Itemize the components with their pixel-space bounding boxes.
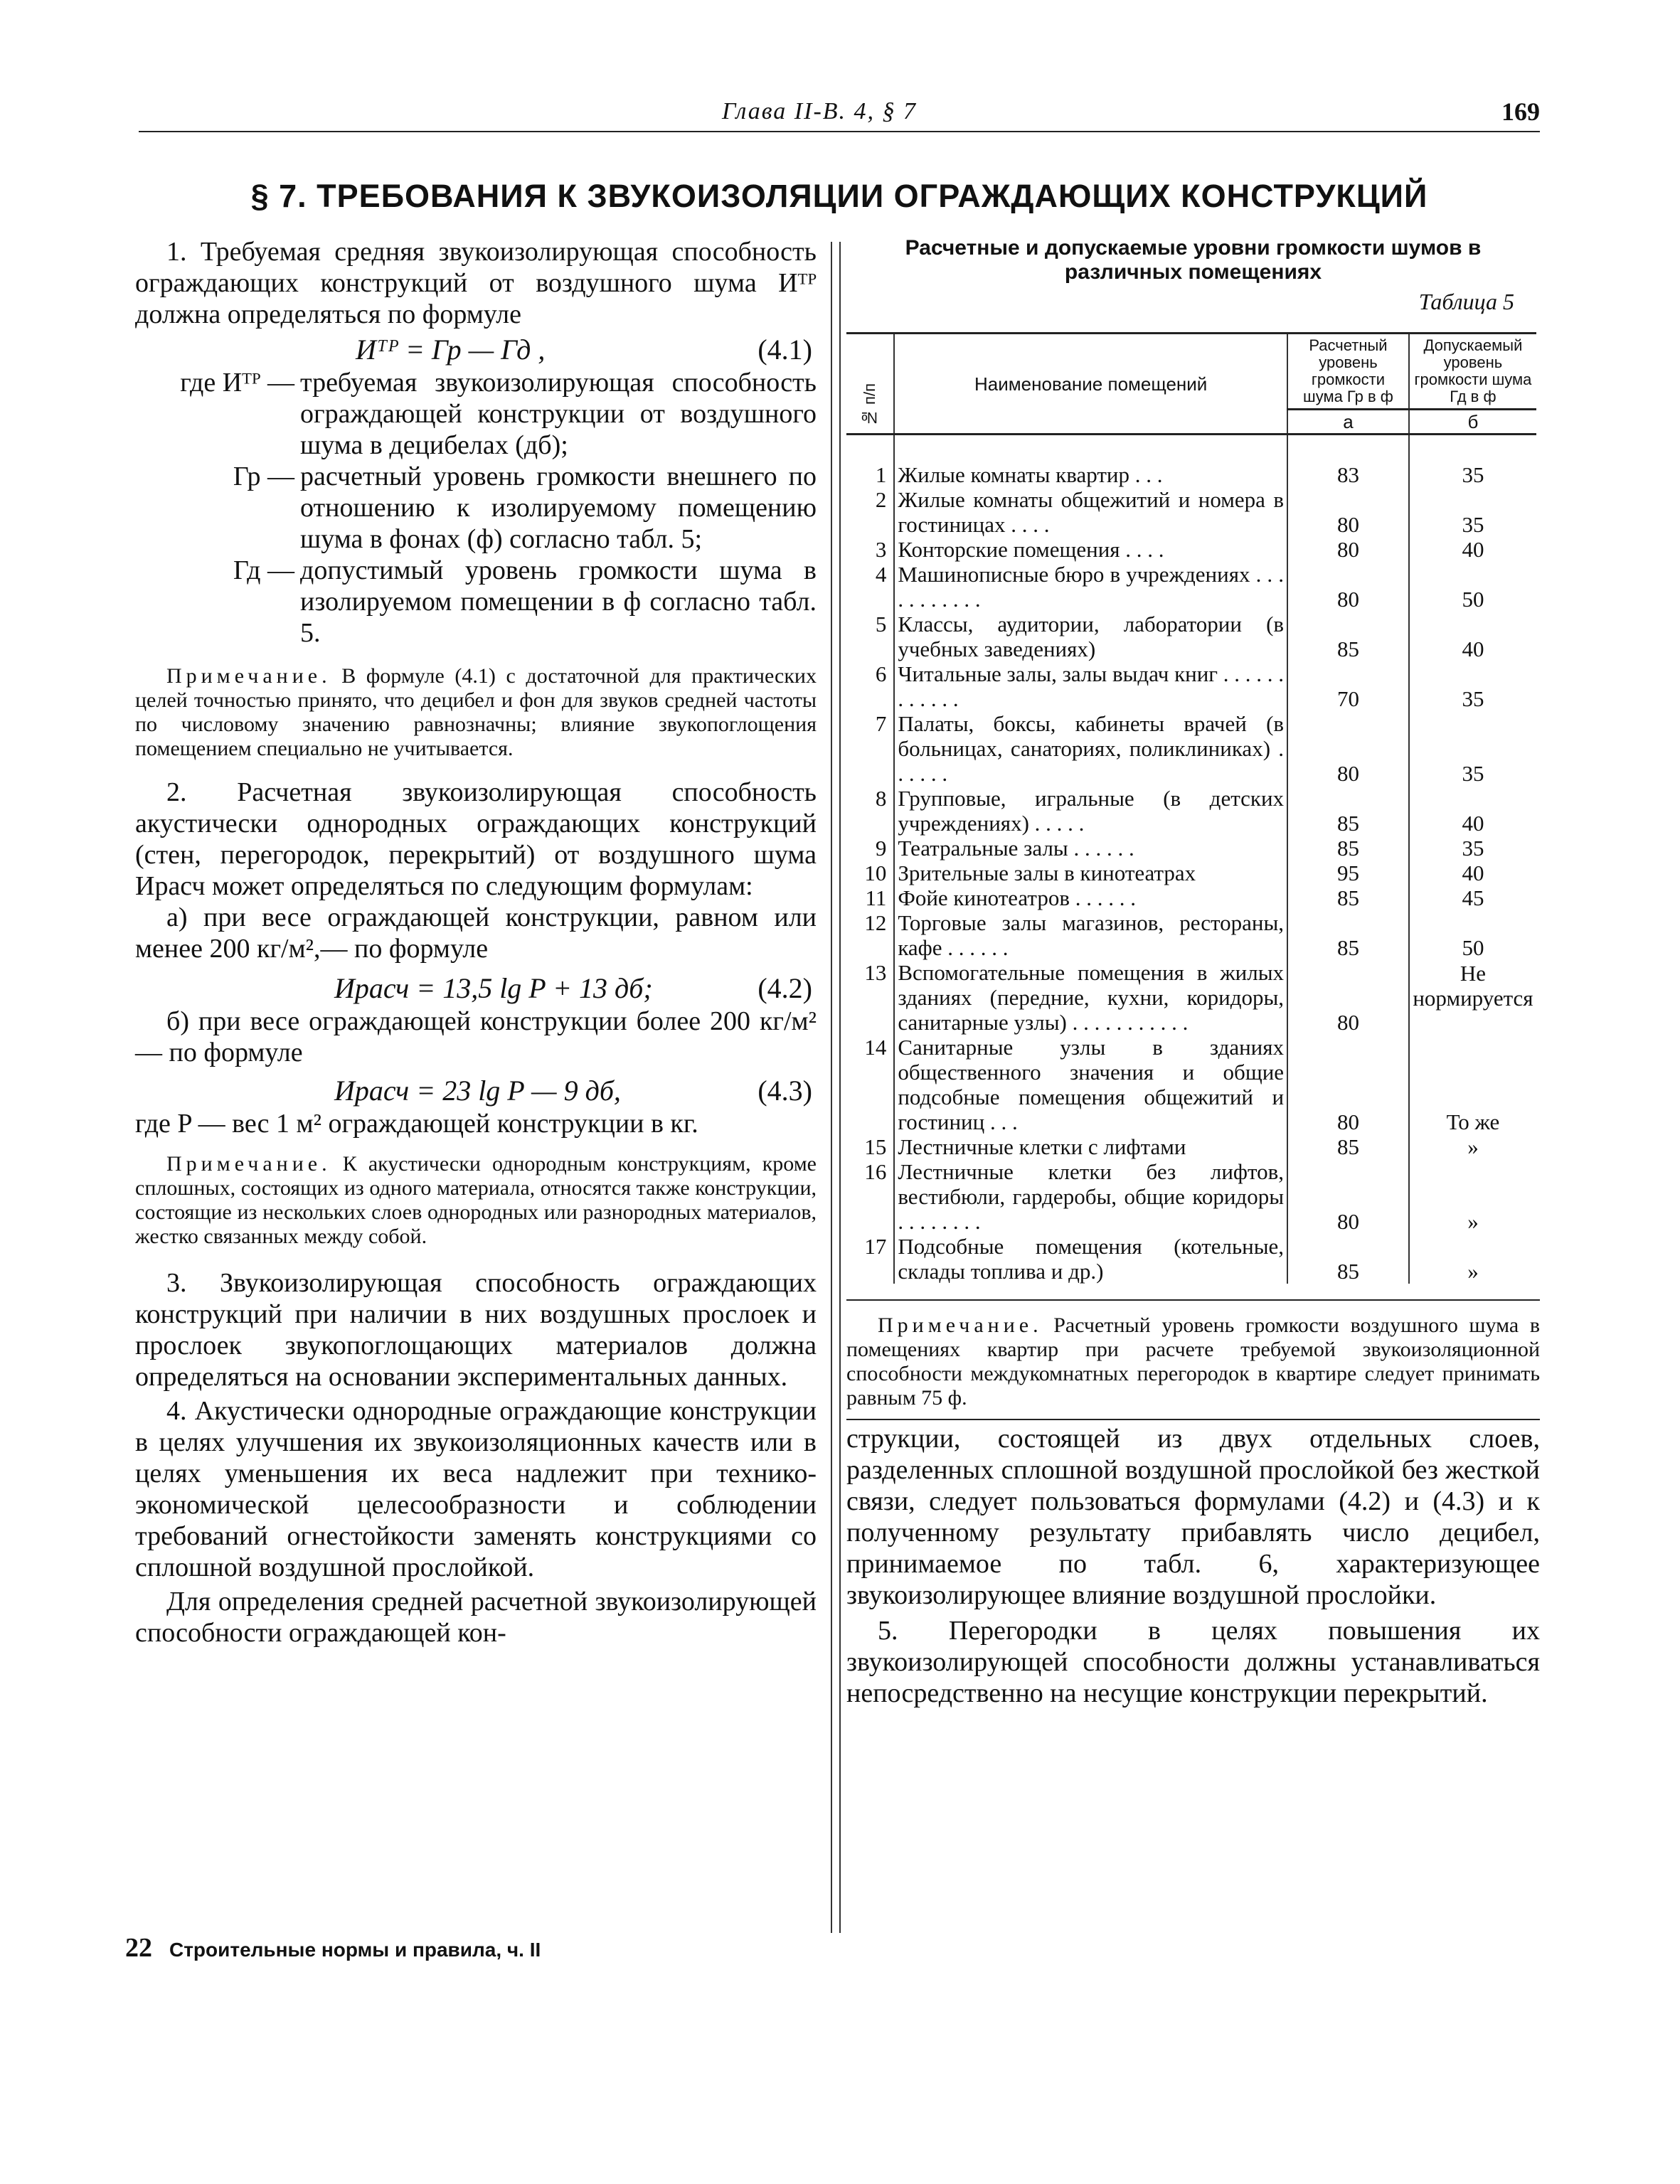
level-b: 35 [1462,686,1484,711]
note-2 [135,1152,817,1249]
paragraph-5-partitions: 5. Перегородки в целях повышения их звукоизолирующей способности должны устанавливаться непосредственно на несущие конструкции перекрытий. [846,1616,1540,1708]
room-name: Конторские помещения . . . . [894,537,1287,562]
noise-levels-table [846,332,1536,1284]
row-number: 1 [846,435,894,488]
table-row [846,661,1536,711]
note-label: Примечание. [166,664,331,688]
footer-title: Строительные нормы и правила, ч. II [169,1939,541,1961]
row-number: 4 [846,562,894,612]
level-a: 85 [1287,612,1409,661]
formula-number: (4.3) [757,1075,812,1107]
level-a: 80 [1287,1035,1409,1134]
level-b: Не нормируется [1413,961,1533,1011]
room-name: Машинописные бюро в учреждениях . . . . . . . . . . . [894,562,1287,612]
definition-text: расчетный уровень громкости внешнего по отношению к изолируемому помещению шума в фонах (ф) согласно табл. 5; [300,462,817,554]
row-number: 6 [846,661,894,711]
note-label: Примечание. [878,1314,1043,1337]
definition-text: требуемая звукоизолирующая способность ограждающей конструкции от воздушного шума в децибелах (дб); [300,368,817,460]
note-label: Примечание. [166,1152,331,1176]
room-name: Жилые комнаты общежитий и номера в гостиницах . . . . [894,487,1287,537]
note-text: Расчетный уровень громкости воздушного шума в помещениях квартир при расчете требуемой звукоизоляционной способности междукомнатных перегородок в квартире следует принимать равным 75 ф. [846,1314,1540,1410]
level-b: 40 [1462,811,1484,836]
table-row [846,537,1536,562]
table-row [846,1234,1536,1284]
page-number: 169 [1501,97,1540,126]
table-bottom-rule [846,1299,1540,1301]
column-divider [831,242,841,1933]
note-text: В формуле (4.1) с достаточной для практических целей точностью принято, что децибел и фон для звуков средней частоты по числовому значению равнозначны; влияние звукопоглощения помещением специально не учитывается. [135,664,817,760]
paragraph-1: 1. Требуемая средняя звукоизолирующая способность ограждающих конструкций от воздушного шума Иᵀᴾ должна определяться по формуле [135,237,817,329]
table-label: Таблица 5 [1418,289,1514,314]
row-number: 17 [846,1234,894,1284]
paragraph-continued: струкции, состоящей из двух отдельных слоев, разделенных сплошной воздушной прослойкой без жесткой связи, следует пользоваться формулами (4.2) и (4.3) и к полученному результату прибавлять число децибел, принимаемое по табл. 6, характеризующее звукоизолирующее влияние воздушной прослойки. [846,1424,1540,1610]
level-a: 85 [1287,786,1409,836]
room-name: Фойе кинотеатров . . . . . . [894,885,1287,910]
definition-item [135,367,817,461]
table-row [846,1134,1536,1159]
definition-item [135,461,817,555]
chapter-reference: Глава II-В. 4, § 7 [722,98,918,124]
row-number: 7 [846,711,894,786]
row-number: 10 [846,861,894,885]
table-row [846,1035,1536,1134]
level-a: 80 [1287,487,1409,537]
col-subheader-a: а [1287,410,1409,435]
col-header-name: Наименование помещений [894,334,1287,435]
level-b: » [1467,1209,1479,1234]
room-name: Вспомогательные помещения в жилых зданиях (передние, кухни, коридоры, санитарные узлы) . . . . . . . . . . . [894,960,1287,1035]
level-a: 80 [1287,562,1409,612]
table-note [846,1314,1540,1410]
definition-item [135,555,817,649]
col-subheader-b: б [1409,410,1536,435]
level-b: 35 [1462,512,1484,537]
definition-symbol: Гр — [233,462,294,491]
table-row [846,562,1536,612]
level-b: 50 [1462,587,1484,612]
level-a: 85 [1287,910,1409,960]
room-name: Зрительные залы в кинотеатрах [894,861,1287,885]
note-text: К акустически однородным конструкциям, кроме сплошных, состоящих из одного материала, относятся также конструкции, состоящие из нескольких слоев однородных или разнородных материалов, жестко связанных между собой. [135,1152,817,1248]
room-name: Лестничные клетки с лифтами [894,1134,1287,1159]
level-a: 95 [1287,861,1409,885]
level-b: 35 [1462,462,1484,487]
col-header-number: № п/п [846,334,894,435]
formula-expression: Иᵀᴾ = Гр — Гд , [356,334,546,366]
level-b: 40 [1462,537,1484,562]
level-a: 80 [1287,960,1409,1035]
room-name: Классы, аудитории, лаборатории (в учебных заведениях) [894,612,1287,661]
level-b: 40 [1462,636,1484,661]
level-b: 35 [1462,761,1484,786]
level-a: 85 [1287,836,1409,861]
row-number: 3 [846,537,894,562]
definitions-list [135,367,817,649]
level-b: » [1467,1259,1479,1284]
level-a: 85 [1287,1234,1409,1284]
right-column [846,236,1540,1709]
paragraph-4: 4. Акустически однородные ограждающие конструкции в целях улучшения их звукоизоляционных качеств или в целях уменьшения их веса надлежит при технико-экономической целесообразности и соблюдении требований огнестойкости заменять конструкциями со сплошной воздушной прослойкой. [135,1396,817,1582]
row-number: 8 [846,786,894,836]
formula-4-3 [135,1071,817,1108]
room-name: Подсобные помещения (котельные, склады топлива и др.) [894,1234,1287,1284]
col-header-a: Расчетный уровень громкости шума Гр в ф [1287,334,1409,410]
level-a: 80 [1287,711,1409,786]
paragraph-3: 3. Звукоизолирующая способность ограждающих конструкций при наличии в них воздушных прослоек и прослоек звукопоглощающих материалов должна определяться на основании экспериментальных данных. [135,1268,817,1392]
table-row [846,1159,1536,1234]
running-header [139,94,1540,132]
room-name: Лестничные клетки без лифтов, вестибюли, гардеробы, общие коридоры . . . . . . . . [894,1159,1287,1234]
col-header-b: Допускаемый уровень громкости шума Гд в ф [1409,334,1536,410]
level-b: То же [1446,1109,1500,1134]
level-a: 83 [1287,435,1409,488]
room-name: Санитарные узлы в зданиях общественного значения и общие подсобные помещения общежитий и гостиниц . . . [894,1035,1287,1134]
formula-number: (4.2) [757,972,812,1004]
room-name: Читальные залы, залы выдач книг . . . . . . . . . . . . [894,661,1287,711]
table-row [846,711,1536,786]
level-b: 50 [1462,935,1484,960]
table-row [846,836,1536,861]
row-number: 14 [846,1035,894,1134]
room-name: Театральные залы . . . . . . [894,836,1287,861]
table-row [846,435,1536,488]
paragraph-2b: б) при весе ограждающей конструкции более 200 кг/м² — по формуле [135,1006,817,1067]
row-number: 13 [846,960,894,1035]
table-row [846,487,1536,537]
page-footer [125,1932,541,1964]
paragraph-2: 2. Расчетная звукоизолирующая способность акустически однородных ограждающих конструкций (стен, перегородок, перекрытий) от воздушного шума Ирасч может определяться по следующим формулам: [135,777,817,901]
paragraph-5: Для определения средней расчетной звукоизолирующей способности ограждающей кон- [135,1587,817,1648]
row-number: 15 [846,1134,894,1159]
level-a: 70 [1287,661,1409,711]
formula-expression: Ирасч = 13,5 lg P + 13 дб; [334,972,653,1004]
paragraph-2c: где P — вес 1 м² ограждающей конструкции в кг. [135,1109,698,1139]
formula-4-1 [135,330,817,367]
formula-4-2 [135,969,817,1006]
table-row [846,861,1536,885]
room-name: Палаты, боксы, кабинеты врачей (в больницах, санаториях, поликлиниках) . . . . . . [894,711,1287,786]
row-number: 12 [846,910,894,960]
level-a: 85 [1287,885,1409,910]
table-row [846,786,1536,836]
level-a: 80 [1287,1159,1409,1234]
formula-expression: Ирасч = 23 lg P — 9 дб, [334,1075,621,1107]
table-row [846,612,1536,661]
footer-page-number: 22 [125,1933,152,1963]
table-row [846,885,1536,910]
room-name: Торговые залы магазинов, рестораны, кафе . . . . . . [894,910,1287,960]
left-column [135,236,817,1648]
definition-symbol: где Иᵀᴾ — [180,368,294,398]
row-number: 5 [846,612,894,661]
level-a: 85 [1287,1134,1409,1159]
row-number: 11 [846,885,894,910]
formula-number: (4.1) [757,334,812,366]
paragraph-2a: а) при весе ограждающей конструкции, равном или менее 200 кг/м²,— по формуле [135,902,817,964]
table-caption: Расчетные и допускаемые уровни громкости шумов в различных помещениях [905,236,1482,284]
table-row [846,910,1536,960]
row-number: 2 [846,487,894,537]
level-b: 45 [1462,885,1484,910]
row-number: 16 [846,1159,894,1234]
level-a: 80 [1287,537,1409,562]
room-name: Групповые, игральные (в детских учреждениях) . . . . . [894,786,1287,836]
table-row [846,960,1536,1035]
level-b: 40 [1462,861,1484,885]
definition-text: допустимый уровень громкости шума в изолируемом помещении в ф согласно табл. 5. [300,555,817,648]
room-name: Жилые комнаты квартир . . . [894,435,1287,488]
level-b: » [1467,1134,1479,1159]
section-title: § 7. ТРЕБОВАНИЯ К ЗВУКОИЗОЛЯЦИИ ОГРАЖДАЮЩИХ КОНСТРУКЦИЙ [250,178,1428,214]
definition-symbol: Гд — [233,555,294,585]
note-1 [135,664,817,761]
row-number: 9 [846,836,894,861]
level-b: 35 [1462,836,1484,861]
